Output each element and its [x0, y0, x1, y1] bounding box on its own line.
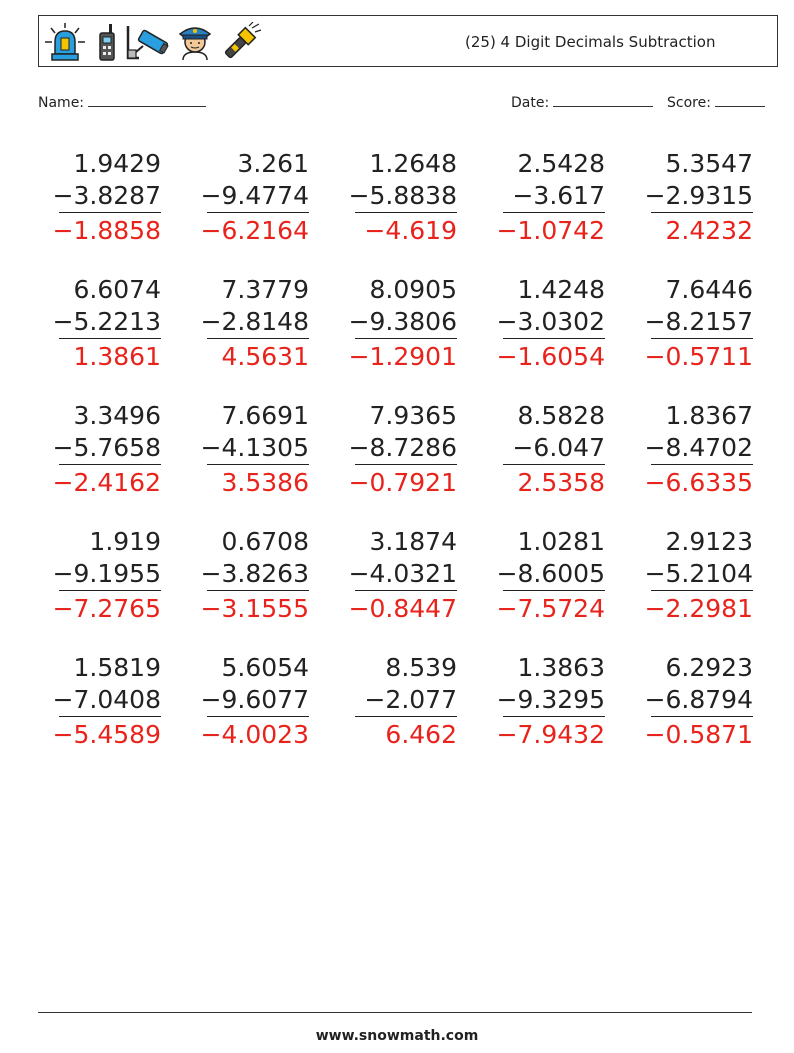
minuend: 1.0281	[517, 527, 605, 556]
subtrahend: −6.8794	[644, 685, 753, 714]
answer: −6.6335	[644, 468, 753, 497]
minuend: 1.9429	[73, 149, 161, 178]
header-icons	[43, 20, 263, 64]
answer: −1.8858	[52, 216, 161, 245]
minuend: 1.2648	[369, 149, 457, 178]
subtraction-problem	[643, 400, 753, 499]
subtraction-problem	[347, 400, 457, 499]
minuend: 3.3496	[73, 401, 161, 430]
subtrahend: −5.2104	[644, 559, 753, 588]
answer-rule	[503, 590, 605, 591]
minuend: 1.4248	[517, 275, 605, 304]
answer-rule	[207, 212, 309, 213]
subtraction-problem	[347, 148, 457, 247]
subtrahend: −2.077	[364, 685, 457, 714]
security-camera-icon	[125, 22, 171, 62]
answer-rule	[355, 464, 457, 465]
answer: 2.4232	[665, 216, 753, 245]
subtraction-problem	[199, 148, 309, 247]
footer-divider	[38, 1012, 752, 1013]
answer: −2.4162	[52, 468, 161, 497]
date-field	[511, 92, 653, 111]
answer-rule	[651, 716, 753, 717]
answer-rule	[59, 464, 161, 465]
answer: 3.5386	[221, 468, 309, 497]
subtraction-problem	[199, 652, 309, 751]
subtraction-problem	[495, 652, 605, 751]
footer-site: www.snowmath.com	[315, 1028, 479, 1044]
answer-rule	[207, 464, 309, 465]
subtraction-problem	[51, 400, 161, 499]
minuend: 8.539	[385, 653, 457, 682]
answer: −6.2164	[200, 216, 309, 245]
name-blank[interactable]	[88, 92, 206, 107]
subtrahend: −3.0302	[496, 307, 605, 336]
minuend: 7.9365	[369, 401, 457, 430]
minuend: 1.3863	[517, 653, 605, 682]
score-blank[interactable]	[715, 92, 765, 107]
flashlight-icon	[219, 22, 263, 62]
subtrahend: −8.2157	[644, 307, 753, 336]
minuend: 2.9123	[665, 527, 753, 556]
answer: 6.462	[385, 720, 457, 749]
answer-rule	[59, 716, 161, 717]
answer-rule	[651, 590, 753, 591]
answer-rule	[207, 338, 309, 339]
subtraction-problem	[51, 652, 161, 751]
minuend: 5.3547	[665, 149, 753, 178]
subtrahend: −2.9315	[644, 181, 753, 210]
answer: −3.1555	[200, 594, 309, 623]
subtrahend: −5.2213	[52, 307, 161, 336]
answer: −5.4589	[52, 720, 161, 749]
answer: −0.5711	[644, 342, 753, 371]
subtraction-problem	[495, 400, 605, 499]
answer-rule	[651, 212, 753, 213]
name-label: Name:	[38, 95, 85, 111]
walkie-talkie-icon	[91, 22, 121, 62]
minuend: 1.5819	[73, 653, 161, 682]
subtrahend: −9.3806	[348, 307, 457, 336]
worksheet-header	[38, 15, 778, 67]
subtrahend: −4.0321	[348, 559, 457, 588]
subtraction-problem	[199, 526, 309, 625]
subtraction-problem	[495, 526, 605, 625]
name-field	[38, 92, 206, 111]
answer-rule	[651, 464, 753, 465]
minuend: 2.5428	[517, 149, 605, 178]
answer-rule	[503, 716, 605, 717]
answer-rule	[503, 338, 605, 339]
answer: 4.5631	[221, 342, 309, 371]
subtraction-problem	[643, 652, 753, 751]
minuend: 6.6074	[73, 275, 161, 304]
subtrahend: −8.7286	[348, 433, 457, 462]
answer: −0.7921	[348, 468, 457, 497]
subtraction-problem	[347, 274, 457, 373]
worksheet-title: (25) 4 Digit Decimals Subtraction	[465, 33, 716, 51]
subtraction-problem	[495, 148, 605, 247]
minuend: 7.3779	[221, 275, 309, 304]
minuend: 7.6446	[665, 275, 753, 304]
answer-rule	[207, 590, 309, 591]
minuend: 6.2923	[665, 653, 753, 682]
subtrahend: −9.6077	[200, 685, 309, 714]
minuend: 5.6054	[221, 653, 309, 682]
subtrahend: −8.4702	[644, 433, 753, 462]
subtrahend: −9.1955	[52, 559, 161, 588]
minuend: 1.919	[89, 527, 161, 556]
answer-rule	[503, 464, 605, 465]
subtraction-problem	[643, 148, 753, 247]
subtraction-problem	[347, 526, 457, 625]
minuend: 0.6708	[221, 527, 309, 556]
answer: −4.0023	[200, 720, 309, 749]
subtraction-problem	[51, 274, 161, 373]
answer-rule	[503, 212, 605, 213]
answer-rule	[59, 338, 161, 339]
subtrahend: −2.8148	[200, 307, 309, 336]
minuend: 3.1874	[369, 527, 457, 556]
answer-rule	[59, 212, 161, 213]
answer-rule	[355, 212, 457, 213]
police-officer-icon	[175, 22, 215, 62]
answer: −7.9432	[496, 720, 605, 749]
subtrahend: −3.8287	[52, 181, 161, 210]
minuend: 8.5828	[517, 401, 605, 430]
subtrahend: −8.6005	[496, 559, 605, 588]
minuend: 1.8367	[665, 401, 753, 430]
subtraction-problem	[495, 274, 605, 373]
subtrahend: −3.8263	[200, 559, 309, 588]
subtrahend: −5.8838	[348, 181, 457, 210]
answer-rule	[651, 338, 753, 339]
subtrahend: −7.0408	[52, 685, 161, 714]
siren-light-icon	[43, 22, 87, 62]
subtraction-problem	[199, 274, 309, 373]
answer-rule	[207, 716, 309, 717]
subtraction-problem	[643, 526, 753, 625]
subtrahend: −5.7658	[52, 433, 161, 462]
score-field	[667, 92, 765, 111]
score-label: Score:	[667, 95, 711, 111]
answer-rule	[355, 338, 457, 339]
answer: −7.5724	[496, 594, 605, 623]
date-label: Date:	[511, 95, 550, 111]
answer: −2.2981	[644, 594, 753, 623]
answer-rule	[355, 590, 457, 591]
answer: −4.619	[364, 216, 457, 245]
answer: −0.8447	[348, 594, 457, 623]
answer-rule	[59, 590, 161, 591]
subtrahend: −9.4774	[200, 181, 309, 210]
minuend: 8.0905	[369, 275, 457, 304]
minuend: 7.6691	[221, 401, 309, 430]
date-blank[interactable]	[553, 92, 653, 107]
subtraction-problem	[51, 526, 161, 625]
minuend: 3.261	[237, 149, 309, 178]
subtraction-problem	[643, 274, 753, 373]
subtrahend: −3.617	[512, 181, 605, 210]
answer: −1.2901	[348, 342, 457, 371]
answer: 2.5358	[517, 468, 605, 497]
answer: −1.0742	[496, 216, 605, 245]
subtrahend: −4.1305	[200, 433, 309, 462]
answer: −1.6054	[496, 342, 605, 371]
answer: 1.3861	[73, 342, 161, 371]
answer: −7.2765	[52, 594, 161, 623]
subtraction-problem	[51, 148, 161, 247]
subtraction-problem	[199, 400, 309, 499]
answer-rule	[355, 716, 457, 717]
subtrahend: −6.047	[512, 433, 605, 462]
subtrahend: −9.3295	[496, 685, 605, 714]
subtraction-problem	[347, 652, 457, 751]
answer: −0.5871	[644, 720, 753, 749]
